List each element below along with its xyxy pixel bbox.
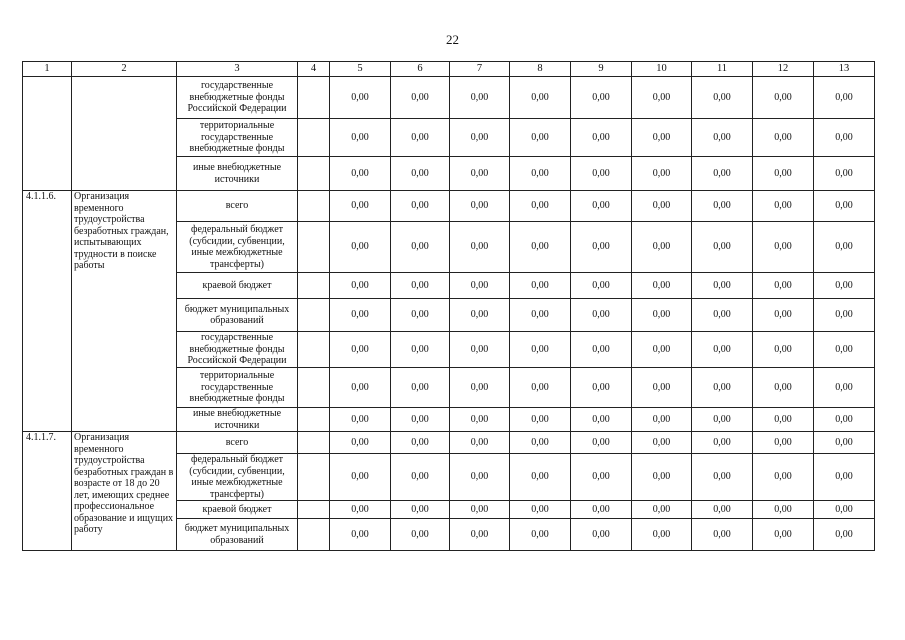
value-cell: 0,00 [632, 332, 692, 368]
value-cell: 0,00 [510, 119, 571, 157]
value-cell: 0,00 [571, 222, 632, 273]
value-cell: 0,00 [632, 191, 692, 222]
column-header: 1 [23, 62, 72, 77]
value-cell: 0,00 [692, 77, 753, 119]
empty-cell [298, 77, 330, 119]
value-cell: 0,00 [510, 191, 571, 222]
value-cell: 0,00 [692, 299, 753, 332]
value-cell: 0,00 [632, 519, 692, 551]
item-name [72, 77, 177, 191]
value-cell: 0,00 [814, 432, 875, 454]
value-cell: 0,00 [391, 432, 450, 454]
empty-cell [298, 191, 330, 222]
column-header: 9 [571, 62, 632, 77]
value-cell: 0,00 [330, 273, 391, 299]
empty-cell [298, 454, 330, 501]
value-cell: 0,00 [391, 77, 450, 119]
value-cell: 0,00 [391, 273, 450, 299]
value-cell: 0,00 [814, 157, 875, 191]
value-cell: 0,00 [753, 222, 814, 273]
value-cell: 0,00 [330, 432, 391, 454]
value-cell: 0,00 [571, 408, 632, 432]
value-cell: 0,00 [391, 157, 450, 191]
table-row [23, 77, 875, 119]
value-cell: 0,00 [692, 432, 753, 454]
item-code: 4.1.1.7. [23, 432, 72, 551]
column-header: 2 [72, 62, 177, 77]
value-cell: 0,00 [814, 119, 875, 157]
value-cell: 0,00 [571, 119, 632, 157]
column-header: 12 [753, 62, 814, 77]
empty-cell [298, 519, 330, 551]
value-cell: 0,00 [692, 519, 753, 551]
value-cell: 0,00 [571, 432, 632, 454]
funding-source: территориальные государственные внебюджетные фонды [177, 119, 298, 157]
value-cell: 0,00 [814, 501, 875, 519]
value-cell: 0,00 [692, 222, 753, 273]
funding-source: федеральный бюджет (субсидии, субвенции, иные межбюджетные трансферты) [177, 222, 298, 273]
value-cell: 0,00 [330, 77, 391, 119]
value-cell: 0,00 [571, 77, 632, 119]
column-header: 13 [814, 62, 875, 77]
value-cell: 0,00 [571, 368, 632, 408]
value-cell: 0,00 [632, 368, 692, 408]
value-cell: 0,00 [571, 157, 632, 191]
empty-cell [298, 299, 330, 332]
column-header: 8 [510, 62, 571, 77]
empty-cell [298, 408, 330, 432]
empty-cell [298, 501, 330, 519]
value-cell: 0,00 [330, 501, 391, 519]
value-cell: 0,00 [632, 157, 692, 191]
funding-source: государственные внебюджетные фонды Российской Федерации [177, 332, 298, 368]
value-cell: 0,00 [450, 77, 510, 119]
value-cell: 0,00 [571, 501, 632, 519]
funding-source: всего [177, 191, 298, 222]
value-cell: 0,00 [632, 222, 692, 273]
value-cell: 0,00 [753, 501, 814, 519]
value-cell: 0,00 [814, 519, 875, 551]
column-header: 6 [391, 62, 450, 77]
value-cell: 0,00 [450, 157, 510, 191]
value-cell: 0,00 [632, 432, 692, 454]
value-cell: 0,00 [391, 454, 450, 501]
value-cell: 0,00 [450, 454, 510, 501]
value-cell: 0,00 [391, 368, 450, 408]
value-cell: 0,00 [753, 432, 814, 454]
value-cell: 0,00 [450, 408, 510, 432]
value-cell: 0,00 [692, 501, 753, 519]
value-cell: 0,00 [632, 273, 692, 299]
value-cell: 0,00 [632, 408, 692, 432]
value-cell: 0,00 [391, 119, 450, 157]
value-cell: 0,00 [391, 408, 450, 432]
funding-source: краевой бюджет [177, 501, 298, 519]
column-header: 7 [450, 62, 510, 77]
value-cell: 0,00 [632, 77, 692, 119]
value-cell: 0,00 [571, 519, 632, 551]
column-header: 4 [298, 62, 330, 77]
value-cell: 0,00 [391, 222, 450, 273]
value-cell: 0,00 [632, 299, 692, 332]
value-cell: 0,00 [450, 332, 510, 368]
value-cell: 0,00 [814, 222, 875, 273]
value-cell: 0,00 [571, 299, 632, 332]
value-cell: 0,00 [753, 368, 814, 408]
value-cell: 0,00 [814, 299, 875, 332]
funding-source: бюджет муниципальных образований [177, 299, 298, 332]
value-cell: 0,00 [330, 119, 391, 157]
value-cell: 0,00 [692, 368, 753, 408]
value-cell: 0,00 [814, 454, 875, 501]
funding-source: территориальные государственные внебюджетные фонды [177, 368, 298, 408]
value-cell: 0,00 [330, 454, 391, 501]
funding-source: иные внебюджетные источники [177, 157, 298, 191]
value-cell: 0,00 [510, 77, 571, 119]
table-row [23, 191, 875, 222]
value-cell: 0,00 [753, 157, 814, 191]
item-name: Организация временного трудоустройства безработных граждан, испытывающих трудности в поиске работы [72, 191, 177, 432]
table-body [23, 77, 875, 551]
value-cell: 0,00 [692, 157, 753, 191]
value-cell: 0,00 [571, 273, 632, 299]
value-cell: 0,00 [753, 273, 814, 299]
value-cell: 0,00 [330, 191, 391, 222]
value-cell: 0,00 [391, 299, 450, 332]
value-cell: 0,00 [753, 408, 814, 432]
value-cell: 0,00 [692, 408, 753, 432]
value-cell: 0,00 [510, 501, 571, 519]
value-cell: 0,00 [510, 157, 571, 191]
column-header: 10 [632, 62, 692, 77]
empty-cell [298, 332, 330, 368]
value-cell: 0,00 [814, 77, 875, 119]
value-cell: 0,00 [510, 432, 571, 454]
empty-cell [298, 432, 330, 454]
value-cell: 0,00 [450, 222, 510, 273]
value-cell: 0,00 [753, 77, 814, 119]
value-cell: 0,00 [391, 501, 450, 519]
empty-cell [298, 157, 330, 191]
value-cell: 0,00 [391, 519, 450, 551]
value-cell: 0,00 [510, 299, 571, 332]
value-cell: 0,00 [571, 191, 632, 222]
value-cell: 0,00 [753, 119, 814, 157]
empty-cell [298, 368, 330, 408]
value-cell: 0,00 [632, 454, 692, 501]
value-cell: 0,00 [814, 408, 875, 432]
column-header: 5 [330, 62, 391, 77]
empty-cell [298, 273, 330, 299]
value-cell: 0,00 [450, 432, 510, 454]
funding-source: иные внебюджетные источники [177, 408, 298, 432]
value-cell: 0,00 [450, 273, 510, 299]
value-cell: 0,00 [330, 157, 391, 191]
value-cell: 0,00 [814, 368, 875, 408]
value-cell: 0,00 [692, 273, 753, 299]
table-row [23, 432, 875, 454]
value-cell: 0,00 [510, 273, 571, 299]
funding-source: государственные внебюджетные фонды Российской Федерации [177, 77, 298, 119]
value-cell: 0,00 [632, 501, 692, 519]
value-cell: 0,00 [510, 454, 571, 501]
value-cell: 0,00 [510, 408, 571, 432]
item-code: 4.1.1.6. [23, 191, 72, 432]
value-cell: 0,00 [510, 222, 571, 273]
value-cell: 0,00 [330, 222, 391, 273]
page-number: 22 [446, 32, 459, 47]
value-cell: 0,00 [753, 332, 814, 368]
funding-source: бюджет муниципальных образований [177, 519, 298, 551]
value-cell: 0,00 [450, 299, 510, 332]
item-code [23, 77, 72, 191]
value-cell: 0,00 [330, 299, 391, 332]
value-cell: 0,00 [753, 519, 814, 551]
value-cell: 0,00 [571, 332, 632, 368]
funding-source: краевой бюджет [177, 273, 298, 299]
item-name: Организация временного трудоустройства безработных граждан в возрасте от 18 до 20 лет, имеющих среднее профессиональное образование и ищущих работу [72, 432, 177, 551]
value-cell: 0,00 [450, 368, 510, 408]
budget-table [22, 61, 875, 551]
header-row [23, 62, 875, 77]
empty-cell [298, 119, 330, 157]
value-cell: 0,00 [814, 332, 875, 368]
value-cell: 0,00 [814, 273, 875, 299]
value-cell: 0,00 [753, 191, 814, 222]
value-cell: 0,00 [450, 519, 510, 551]
value-cell: 0,00 [450, 501, 510, 519]
value-cell: 0,00 [510, 332, 571, 368]
value-cell: 0,00 [330, 332, 391, 368]
value-cell: 0,00 [510, 519, 571, 551]
value-cell: 0,00 [450, 119, 510, 157]
value-cell: 0,00 [510, 368, 571, 408]
value-cell: 0,00 [571, 454, 632, 501]
value-cell: 0,00 [450, 191, 510, 222]
value-cell: 0,00 [753, 454, 814, 501]
value-cell: 0,00 [330, 408, 391, 432]
value-cell: 0,00 [753, 299, 814, 332]
value-cell: 0,00 [330, 368, 391, 408]
column-header: 11 [692, 62, 753, 77]
value-cell: 0,00 [692, 332, 753, 368]
value-cell: 0,00 [632, 119, 692, 157]
funding-source: федеральный бюджет (субсидии, субвенции, иные межбюджетные трансферты) [177, 454, 298, 501]
funding-source: всего [177, 432, 298, 454]
value-cell: 0,00 [814, 191, 875, 222]
value-cell: 0,00 [692, 191, 753, 222]
value-cell: 0,00 [391, 332, 450, 368]
value-cell: 0,00 [692, 119, 753, 157]
value-cell: 0,00 [692, 454, 753, 501]
value-cell: 0,00 [391, 191, 450, 222]
empty-cell [298, 222, 330, 273]
value-cell: 0,00 [330, 519, 391, 551]
column-header: 3 [177, 62, 298, 77]
